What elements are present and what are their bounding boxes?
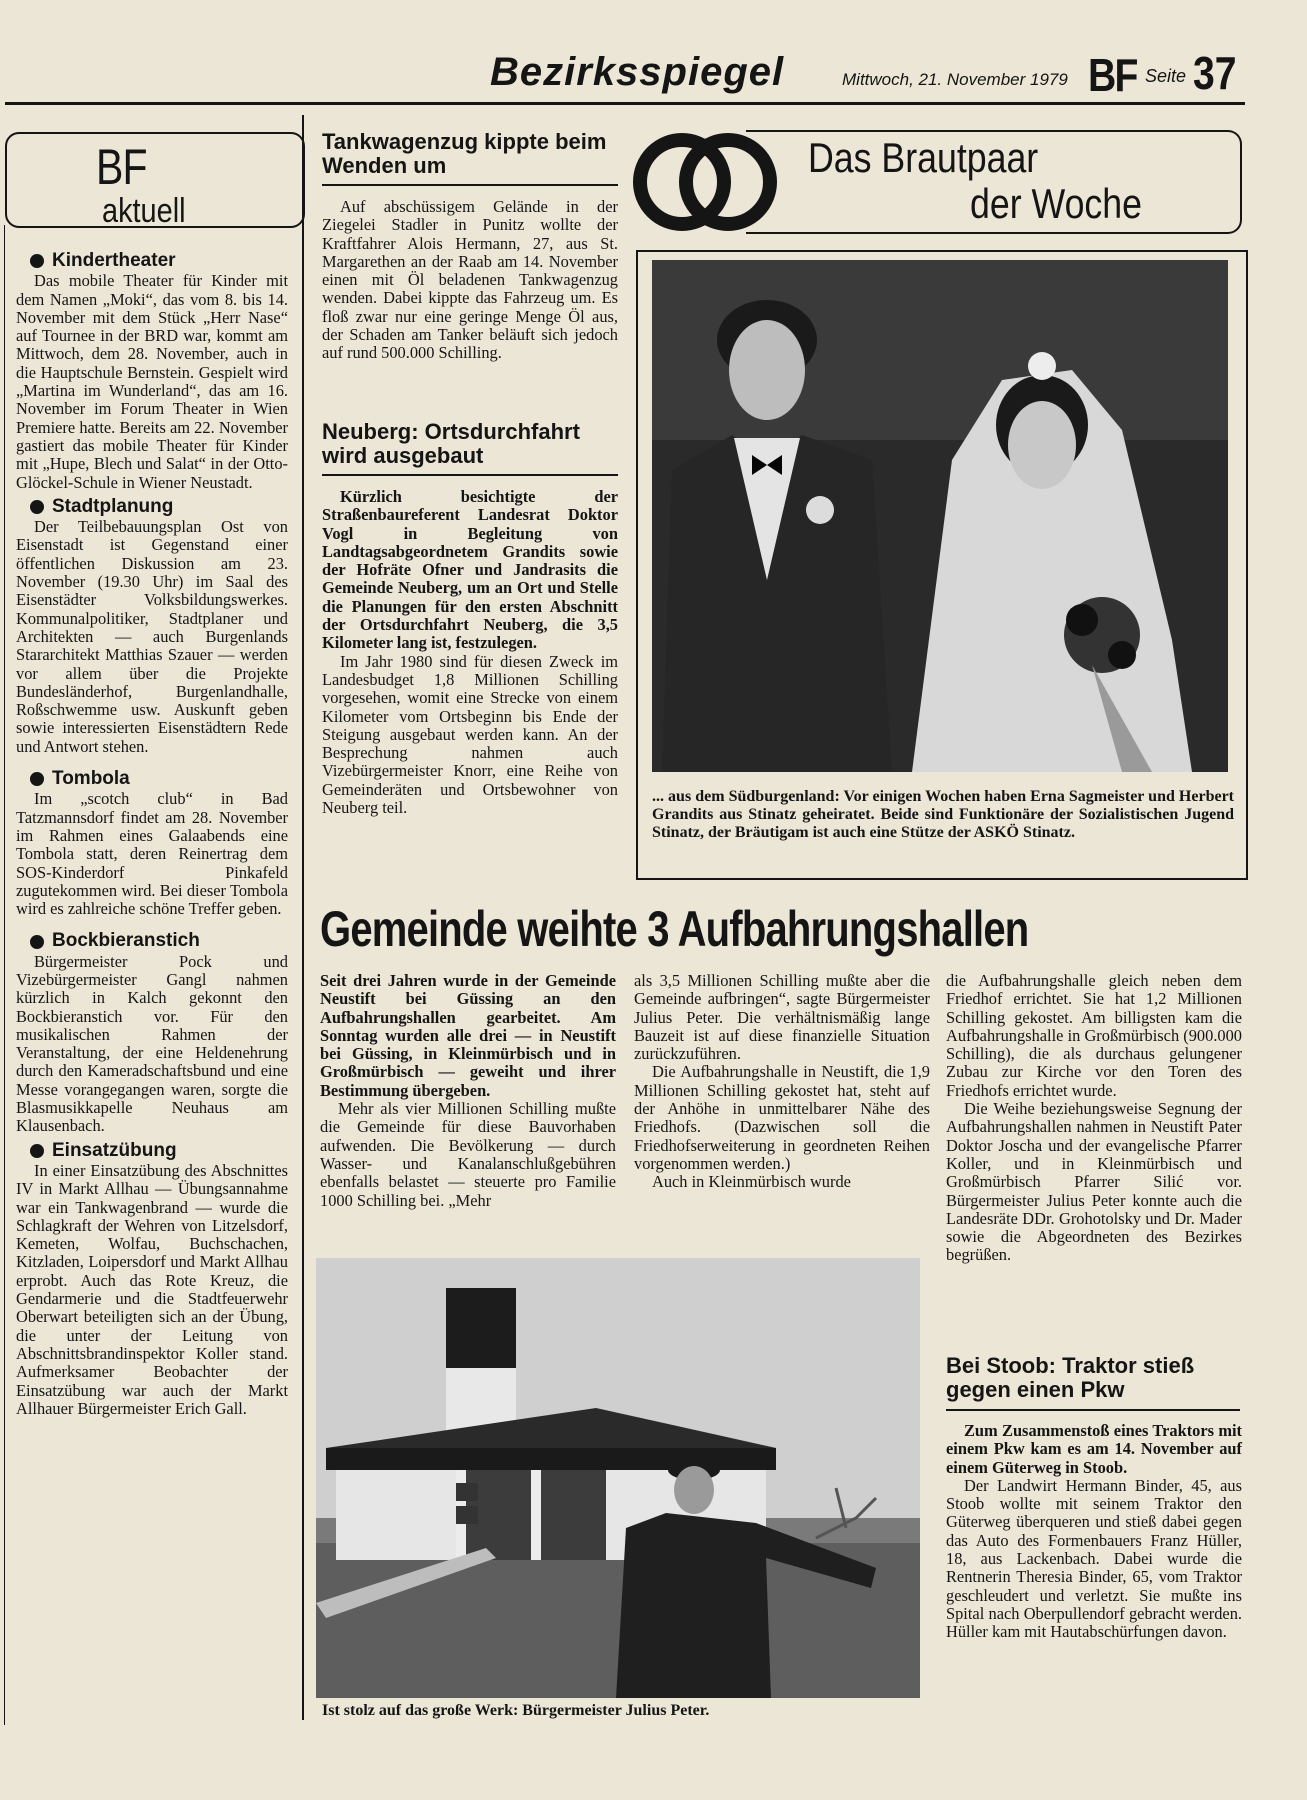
news-item-heading: Tombola bbox=[30, 770, 288, 788]
mourning-hall-caption: Ist stolz auf das große Werk: Bürgermeister Julius Peter. bbox=[322, 1702, 710, 1719]
news-item-heading: Bockbieranstich bbox=[30, 932, 288, 950]
neuberg-article bbox=[322, 488, 618, 817]
stoob-article bbox=[946, 1422, 1242, 1642]
tank-text: Auf abschüssigem Gelände in der Ziegelei Stadler in Punitz wollte der Kraftfahrer Alois Hermann, 27, aus St. Margarethen an der Raab am 14. November einen mit Öl beladenen Tankwagenzug wenden. Dabei kippte das Fahrzeug um. Es floß zwar nur eine geringe Menge Öl aus, der Schaden am Tanker beläuft sich jedoch auf rund 500.000 Schilling. bbox=[322, 197, 618, 363]
news-item-heading: Stadtplanung bbox=[30, 498, 288, 516]
tank-rule bbox=[322, 184, 618, 186]
news-item-heading: Kindertheater bbox=[30, 252, 288, 270]
left-outer-border bbox=[4, 225, 5, 1725]
news-item-heading: Einsatzübung bbox=[30, 1142, 288, 1160]
neuberg-headline: Neuberg: Ortsdurchfahrt wird ausgebaut bbox=[322, 419, 580, 468]
page-label: Seite bbox=[1145, 66, 1187, 86]
main-col2-text-c: Auch in Kleinmürbisch wurde bbox=[652, 1172, 851, 1192]
news-item-text: Bürgermeister Pock und Vizebürgermeister Gangl nahmen kürzlich in Kalch gekonnt den Bockbieranstich vor. Für den musikalischen Rahmen der Veranstaltung, der eine Heldenehrung durch den Kameradschaftsbund und eine Messe vorangegangen waren, sorgte die Blasmusikkapelle Neuhaus am Klausenbach. bbox=[16, 951, 288, 1136]
main-lead: Seit drei Jahren wurde in der Gemeinde Neustift bei Güssing an den Aufbahrungshallen gearbeitet. Am Sonntag wurden alle drei — in Neustift bei Güssing, in Kleinmürbisch und in Großmürbisch — geweiht und ihrer Bestimmung übergeben. bbox=[320, 971, 616, 1100]
brautpaar-title-line1: Das Brautpaar bbox=[808, 134, 1039, 181]
main-article-col3 bbox=[946, 972, 1242, 1265]
left-column-divider bbox=[302, 115, 304, 1720]
bullet-icon bbox=[30, 500, 44, 514]
news-item-text: Das mobile Theater für Kinder mit dem Namen „Moki“, das vom 8. bis 14. November mit dem Stück „Herr Nase“ auf Tournee in der BRD war, kommt am Mittwoch, dem 28. November, auch in die Hauptschule Bernstein. Gespielt wird „Martina im Wunderland“, das am 16. November im Forum Theater in Wien Premiere hatte. Bereits am 22. November gastiert das mobile Theater für Kinder mit „Hupe, Blech und Salat“ in der Otto-Glöckel-Schule in Wiener Neustadt. bbox=[16, 271, 288, 492]
bf-aktuell-logo: BF bbox=[96, 139, 147, 195]
main-col2-text-b: Die Aufbahrungshalle in Neustift, die 1,9 Millionen Schilling gekostet hat, steht auf der Anhöhe in unmittelbarer Nähe des Friedhofs. (Dazwischen soll die Friedhofserweiterung in geordneten Reihen vorgenommen werden.) bbox=[634, 1062, 930, 1173]
brautpaar-title-line2: der Woche bbox=[970, 180, 1142, 227]
bf-aktuell-column bbox=[16, 246, 288, 1418]
main-col1-text: Mehr als vier Millionen Schilling mußte die Gemeinde für diese Bauvorhaben aufwenden. Die Bevölkerung — durch Wasser- und Kanalanschlußgebühren ebenfalls belastet — steuerte pro Familie 1000 Schilling bei. „Mehr bbox=[320, 1099, 616, 1210]
mourning-hall-photo bbox=[316, 1258, 920, 1698]
stoob-rule bbox=[946, 1409, 1240, 1411]
main-article-col2 bbox=[634, 972, 930, 1192]
stoob-lead: Zum Zusammenstoß eines Traktors mit einem Pkw kam es am 14. November auf einem Güterweg in Stoob. bbox=[946, 1421, 1242, 1477]
news-item-text: Im „scotch club“ in Bad Tatzmannsdorf findet am 28. November im Rahmen eines Galaabends eine Tombola statt, deren Reinertrag dem SOS-Kinderdorf Pinkafeld zugutekommen wird. Bei dieser Tombola wird es zahlreiche schöne Treffer geben. bbox=[16, 789, 288, 919]
bullet-icon bbox=[30, 1144, 44, 1158]
page-number: 37 bbox=[1193, 47, 1237, 99]
news-item-text: In einer Einsatzübung des Abschnittes IV in Markt Allhau — Übungsannahme war ein Tankwagenbrand — wurde die Schlagkraft der Wehren von Litzelsdorf, Kemeten, Wolfau, Buchschachen, Kitzladen, Loipersdorf und Markt Allhau erprobt. Auch das Rote Kreuz, die Gendarmerie und die Stadtfeuerwehr Oberwart beteiligten sich an der Übung, die unter der Leitung von Abschnittsbrandinspektor Koller stand. Aufmerksamer Beobachter der Einsatzübung war auch der Markt Allhauer Bürgermeister Erich Gall. bbox=[16, 1160, 288, 1418]
header-rule bbox=[5, 102, 1245, 105]
main-col2-text-a: als 3,5 Millionen Schilling mußte aber die Gemeinde aufbringen“, sagte Bürgermeister Julius Peter. Die verhältnismäßig lange Bauzeit ist auf diese finanzielle Situation zurückzuführen. bbox=[634, 971, 930, 1064]
main-col3-text-b: Die Weihe beziehungsweise Segnung der Aufbahrungshallen nahmen in Neustift Pater Doktor Joscha und der evangelische Pfarrer Koller, und in Kleinmürbisch und Großmürbisch Pfarrer Silić vor. Bürgermeister Julius Peter konnte auch die Landesräte DDr. Grohotolsky und Dr. Mader sowie die Abgeordneten des Bezirkes begrüßen. bbox=[946, 1099, 1242, 1265]
bullet-icon bbox=[30, 772, 44, 786]
main-article-col1 bbox=[320, 972, 616, 1210]
wedding-couple-photo bbox=[652, 260, 1228, 772]
bullet-icon bbox=[30, 254, 44, 268]
brautpaar-caption: ... aus dem Südburgenland: Vor einigen Wochen haben Erna Sagmeister und Herbert Grandits aus Stinatz geheiratet. Beide sind Funktionäre der Sozialistischen Jugend Stinatz, der Bräutigam ist auch eine Stütze der ASKÖ Stinatz. bbox=[652, 788, 1234, 841]
newspaper-logo: BF bbox=[1088, 49, 1137, 101]
neuberg-lead: Kürzlich besichtigte der Straßenbaureferent Landesrat Doktor Vogl in Begleitung von Landtagsabgeordnetem Grandits sowie der Hofräte Ofner und Jandrasits die Gemeinde Neuberg, um an Ort und Stelle die Planungen für den ersten Abschnitt der Ortsdurchfahrt Neuberg, die 3,5 Kilometer lang ist, festzulegen. bbox=[322, 487, 618, 653]
stoob-headline: Bei Stoob: Traktor stieß gegen einen Pkw bbox=[946, 1353, 1195, 1402]
main-col3-text-a: die Aufbahrungshalle gleich neben dem Friedhof errichtet. Sie hat 1,2 Millionen Schilling gekostet. Am billigsten kam die Aufbahrungshalle in Großmürbisch (900.000 Schilling), die als durchaus gelungener Zubau zur Kirche vor den Toren des Friedhofs errichtet wurde. bbox=[946, 971, 1242, 1100]
neuberg-text: Im Jahr 1980 sind für diesen Zweck im Landesbudget 1,8 Millionen Schilling vorgesehen, womit eine Strecke von einem Kilometer vom Ortsbeginn bis Ende der Steigung ausgebaut werden kann. An der Besprechung nahmen auch Vizebürgermeister Knorr, eine Reihe von Gemeinderäten und Ortsbewohner von Neuberg teil. bbox=[322, 651, 618, 818]
main-headline: Gemeinde weihte 3 Aufbahrungshallen bbox=[320, 901, 1029, 957]
tank-article bbox=[322, 198, 618, 363]
tank-headline: Tankwagenzug kippte beim Wenden um bbox=[322, 129, 607, 178]
issue-date: Mittwoch, 21. November 1979 bbox=[842, 70, 1068, 89]
news-item-text: Der Teilbebauungsplan Ost von Eisenstadt ist Gegenstand einer öffentlichen Diskussion am 23. November (19.30 Uhr) im Saal des Eisenstädter Volksbildungswerkes. Kommunalpolitiker, Stadtplaner und Architekten — auch Burgenlands Stararchitekt Matthias Szauer — werden vor allem über die Projekte Bundesländerhof, Burgenlandhalle, Roßschwemme usw. Auskunft geben sowie interessierten Eisenstädtern Rede und Antwort stehen. bbox=[16, 517, 288, 756]
neuberg-rule bbox=[322, 474, 618, 476]
section-title: Bezirksspiegel bbox=[490, 50, 785, 94]
stoob-text: Der Landwirt Hermann Binder, 45, aus Stoob wollte mit seinem Traktor den Güterweg überqueren und stieß dabei gegen das Auto des Formenbauers Franz Hüller, 18, aus Lackenbach. Dabei wurde die Rentnerin Theresia Binder, 65, vom Traktor geschleudert und verletzt. Sie mußte ins Spital nach Oberpullendorf gebracht werden. Hüller kam mit Hautabschürfungen davon. bbox=[946, 1475, 1242, 1642]
bullet-icon bbox=[30, 935, 44, 949]
bf-aktuell-label: aktuell bbox=[102, 192, 186, 230]
